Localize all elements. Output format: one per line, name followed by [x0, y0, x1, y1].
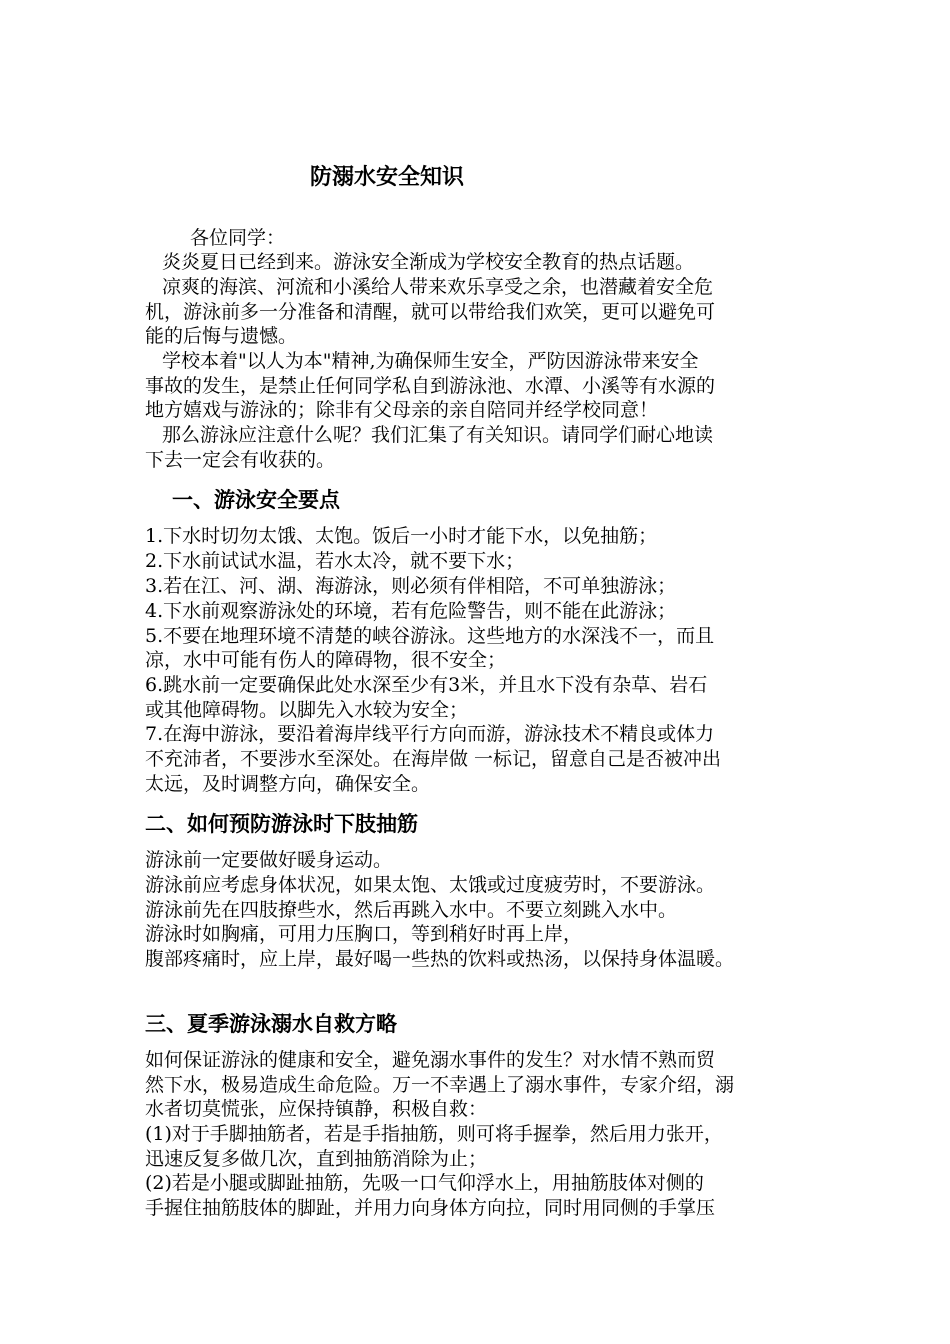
section-2-line-5: 腹部疼痛时，应上岸，最好喝一些热的饮料或热汤，以保持身体温暖。	[145, 948, 735, 970]
section-3-line-6: (2)若是小腿或脚趾抽筋，先吸一口气仰浮水上，用抽筋肢体对侧的	[145, 1172, 704, 1194]
section-2-heading: 二、如何预防游泳时下肢抽筋	[145, 812, 418, 836]
section-1-line-7: 6.跳水前一定要确保此处水深至少有3米，并且水下没有杂草、岩石	[145, 674, 708, 696]
section-1-line-9: 7.在海中游泳，要沿着海岸线平行方向而游，游泳技术不精良或体力	[145, 723, 715, 745]
section-2-line-2: 游泳前应考虑身体状况，如果太饱、太饿或过度疲劳时，不要游泳。	[145, 874, 716, 896]
section-1-line-4: 4.下水前观察游泳处的环境，若有危险警告，则不能在此游泳；	[145, 600, 677, 622]
section-1-line-10: 不充沛者，不要涉水至深处。在海岸做 一标记，留意自己是否被冲出	[145, 748, 722, 770]
section-3-line-3: 水者切莫慌张，应保持镇静，积极自救：	[145, 1098, 488, 1120]
section-3-heading: 三、夏季游泳溺水自救方略	[145, 1012, 397, 1036]
intro-paragraph-2-line-2: 机，游泳前多一分准备和清醒，就可以带给我们欢笑，更可以避免可	[145, 301, 716, 323]
section-3-line-5: 迅速反复多做几次，直到抽筋消除为止；	[145, 1148, 488, 1170]
section-3-line-1: 如何保证游泳的健康和安全，避免溺水事件的发生？对水情不熟而贸	[145, 1049, 716, 1071]
intro-paragraph-2-line-1: 凉爽的海滨、河流和小溪给人带来欢乐享受之余，也潜藏着安全危	[162, 276, 714, 298]
section-2-line-3: 游泳前先在四肢撩些水，然后再跳入水中。不要立刻跳入水中。	[145, 899, 678, 921]
section-1-line-2: 2.下水前试试水温，若水太冷，就不要下水；	[145, 550, 525, 572]
section-2-line-4: 游泳时如胸痛，可用力压胸口，等到稍好时再上岸，	[145, 923, 583, 945]
section-1-line-11: 太远，及时调整方向，确保安全。	[145, 773, 431, 795]
intro-paragraph-3-line-2: 事故的发生，是禁止任何同学私自到游泳池、水潭、小溪等有水源的	[145, 375, 716, 397]
section-2-line-1: 游泳前一定要做好暖身运动。	[145, 849, 393, 871]
section-1-line-8: 或其他障碍物。以脚先入水较为安全；	[145, 699, 469, 721]
section-1-line-5: 5.不要在地理环境不清楚的峡谷游泳。这些地方的水深浅不一，而且	[145, 625, 715, 647]
section-3-line-7: 手握住抽筋肢体的脚趾，并用力向身体方向拉，同时用同侧的手掌压	[145, 1197, 716, 1219]
section-3-line-2: 然下水，极易造成生命危险。万一不幸遇上了溺水事件，专家介绍，溺	[145, 1074, 735, 1096]
section-1-line-3: 3.若在江、河、湖、海游泳，则必须有伴相陪，不可单独游泳；	[145, 575, 677, 597]
intro-paragraph-3-line-3: 地方嬉戏与游泳的；除非有父母亲的亲自陪同并经学校同意！	[145, 399, 659, 421]
section-1-line-6: 凉，水中可能有伤人的障碍物，很不安全；	[145, 649, 507, 671]
intro-paragraph-4-line-2: 下去一定会有收获的。	[145, 449, 336, 471]
section-3-line-4: (1)对于手脚抽筋者，若是手指抽筋，则可将手握拳，然后用力张开，	[145, 1123, 723, 1145]
section-1-heading: 一、游泳安全要点	[172, 488, 340, 512]
intro-paragraph-2-line-3: 能的后悔与遗憾。	[145, 325, 298, 347]
greeting: 各位同学：	[190, 227, 286, 249]
section-1-line-1: 1.下水时切勿太饿、太饱。饭后一小时才能下水，以免抽筋；	[145, 525, 658, 547]
intro-paragraph-3-line-1: 学校本着"以人为本"精神,为确保师生安全，严防因游泳带来安全	[162, 350, 699, 372]
intro-paragraph-1: 炎炎夏日已经到来。游泳安全渐成为学校安全教育的热点话题。	[162, 251, 695, 273]
document-title: 防溺水安全知识	[310, 165, 465, 190]
intro-paragraph-4-line-1: 那么游泳应注意什么呢？我们汇集了有关知识。请同学们耐心地读	[162, 424, 714, 446]
